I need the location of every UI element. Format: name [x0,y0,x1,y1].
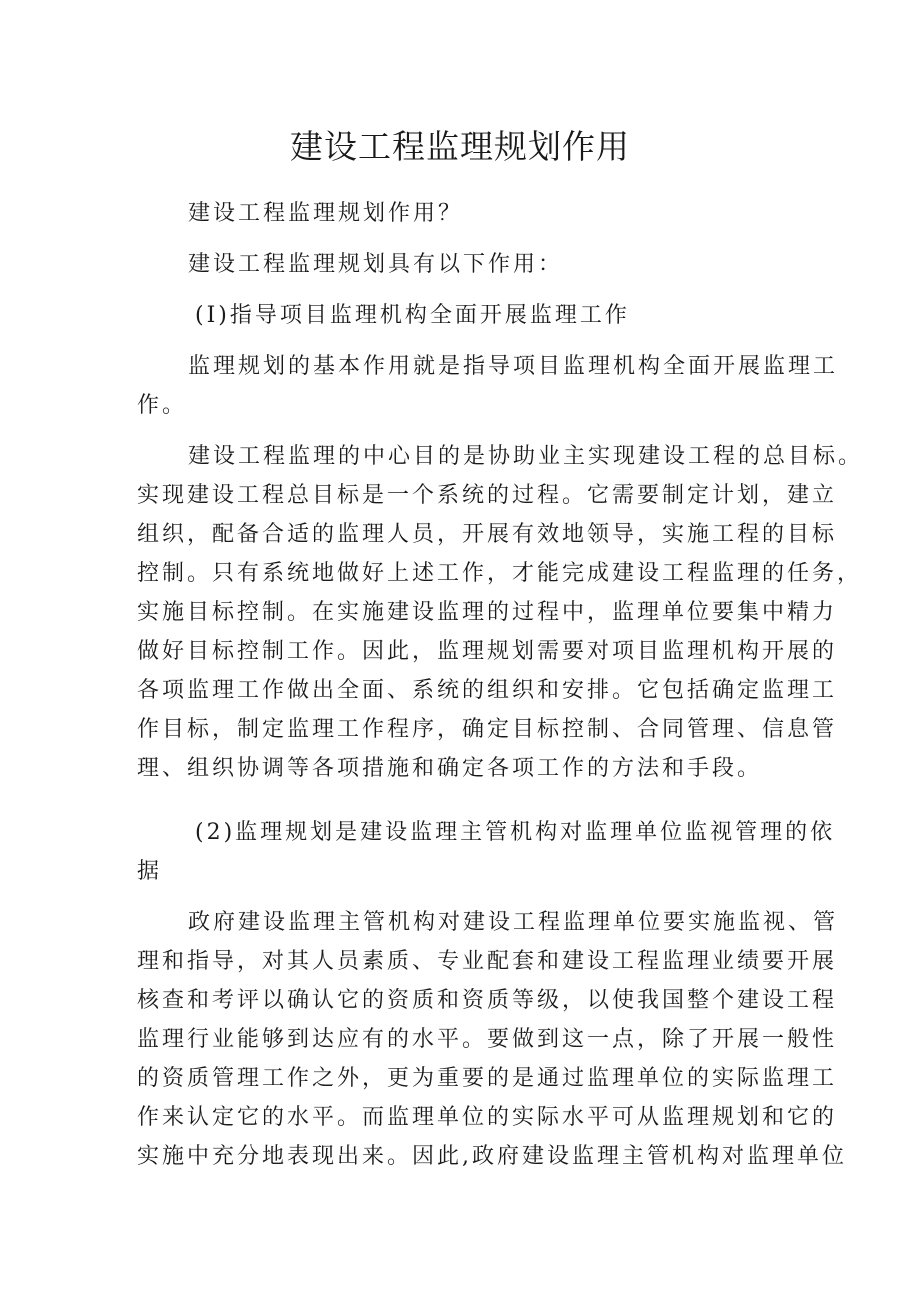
paragraph-line: 作目标，制定监理工作程序，确定目标控制、合同管理、信息管 [137,717,838,742]
paragraph-line: 作。 [137,393,188,418]
paragraph-line: 组织，配备合适的监理人员，开展有效地领导，实施工程的目标 [137,522,838,547]
paragraph-line: 实施目标控制。在实施建设监理的过程中，监理单位要集中精力 [137,600,838,625]
paragraph-line: 实现建设工程总目标是一个系统的过程。它需要制定计划，建立 [137,483,838,508]
intro-line: 建设工程监理规划具有以下作用： [188,252,564,277]
paragraph-line: 理和指导，对其人员素质、专业配套和建设工程监理业绩要开展 [137,949,838,974]
paragraph-line: 政府建设监理主管机构对建设工程监理单位要实施监视、管 [188,910,839,935]
section-heading: (2)监理规划是建设监理主管机构对监理单位监视管理的依 [195,820,836,845]
paragraph-line: 实施中充分地表现出来。因此,政府建设监理主管机构对监理单位 [137,1144,847,1169]
document-title: 建设工程监理规划作用 [290,127,630,166]
paragraph-line: 监理规划的基本作用就是指导项目监理机构全面开展监理工 [188,354,839,379]
paragraph-line: 做好目标控制工作。因此，监理规划需要对项目监理机构开展的 [137,639,838,664]
section-heading: (I)指导项目监理机构全面开展监理工作 [195,303,630,328]
paragraph-line: 核查和考评以确认它的资质和资质等级，以使我国整个建设工程 [137,988,838,1013]
paragraph-line: 理、组织协调等各项措施和确定各项工作的方法和手段。 [137,756,763,781]
paragraph-line: 控制。只有系统地做好上述工作，才能完成建设工程监理的任务， [137,561,863,586]
paragraph-line: 各项监理工作做出全面、系统的组织和安排。它包括确定监理工 [137,678,838,703]
section-heading-continuation: 据 [137,859,163,884]
paragraph-line: 建设工程监理的中心目的是协助业主实现建设工程的总目标。 [188,444,864,469]
paragraph-line: 监理行业能够到达应有的水平。要做到这一点，除了开展一般性 [137,1027,838,1052]
paragraph-line: 作来认定它的水平。而监理单位的实际水平可从监理规划和它的 [137,1105,838,1130]
paragraph-line: 的资质管理工作之外，更为重要的是通过监理单位的实际监理工 [137,1066,838,1091]
question-line: 建设工程监理规划作用？ [188,201,464,226]
